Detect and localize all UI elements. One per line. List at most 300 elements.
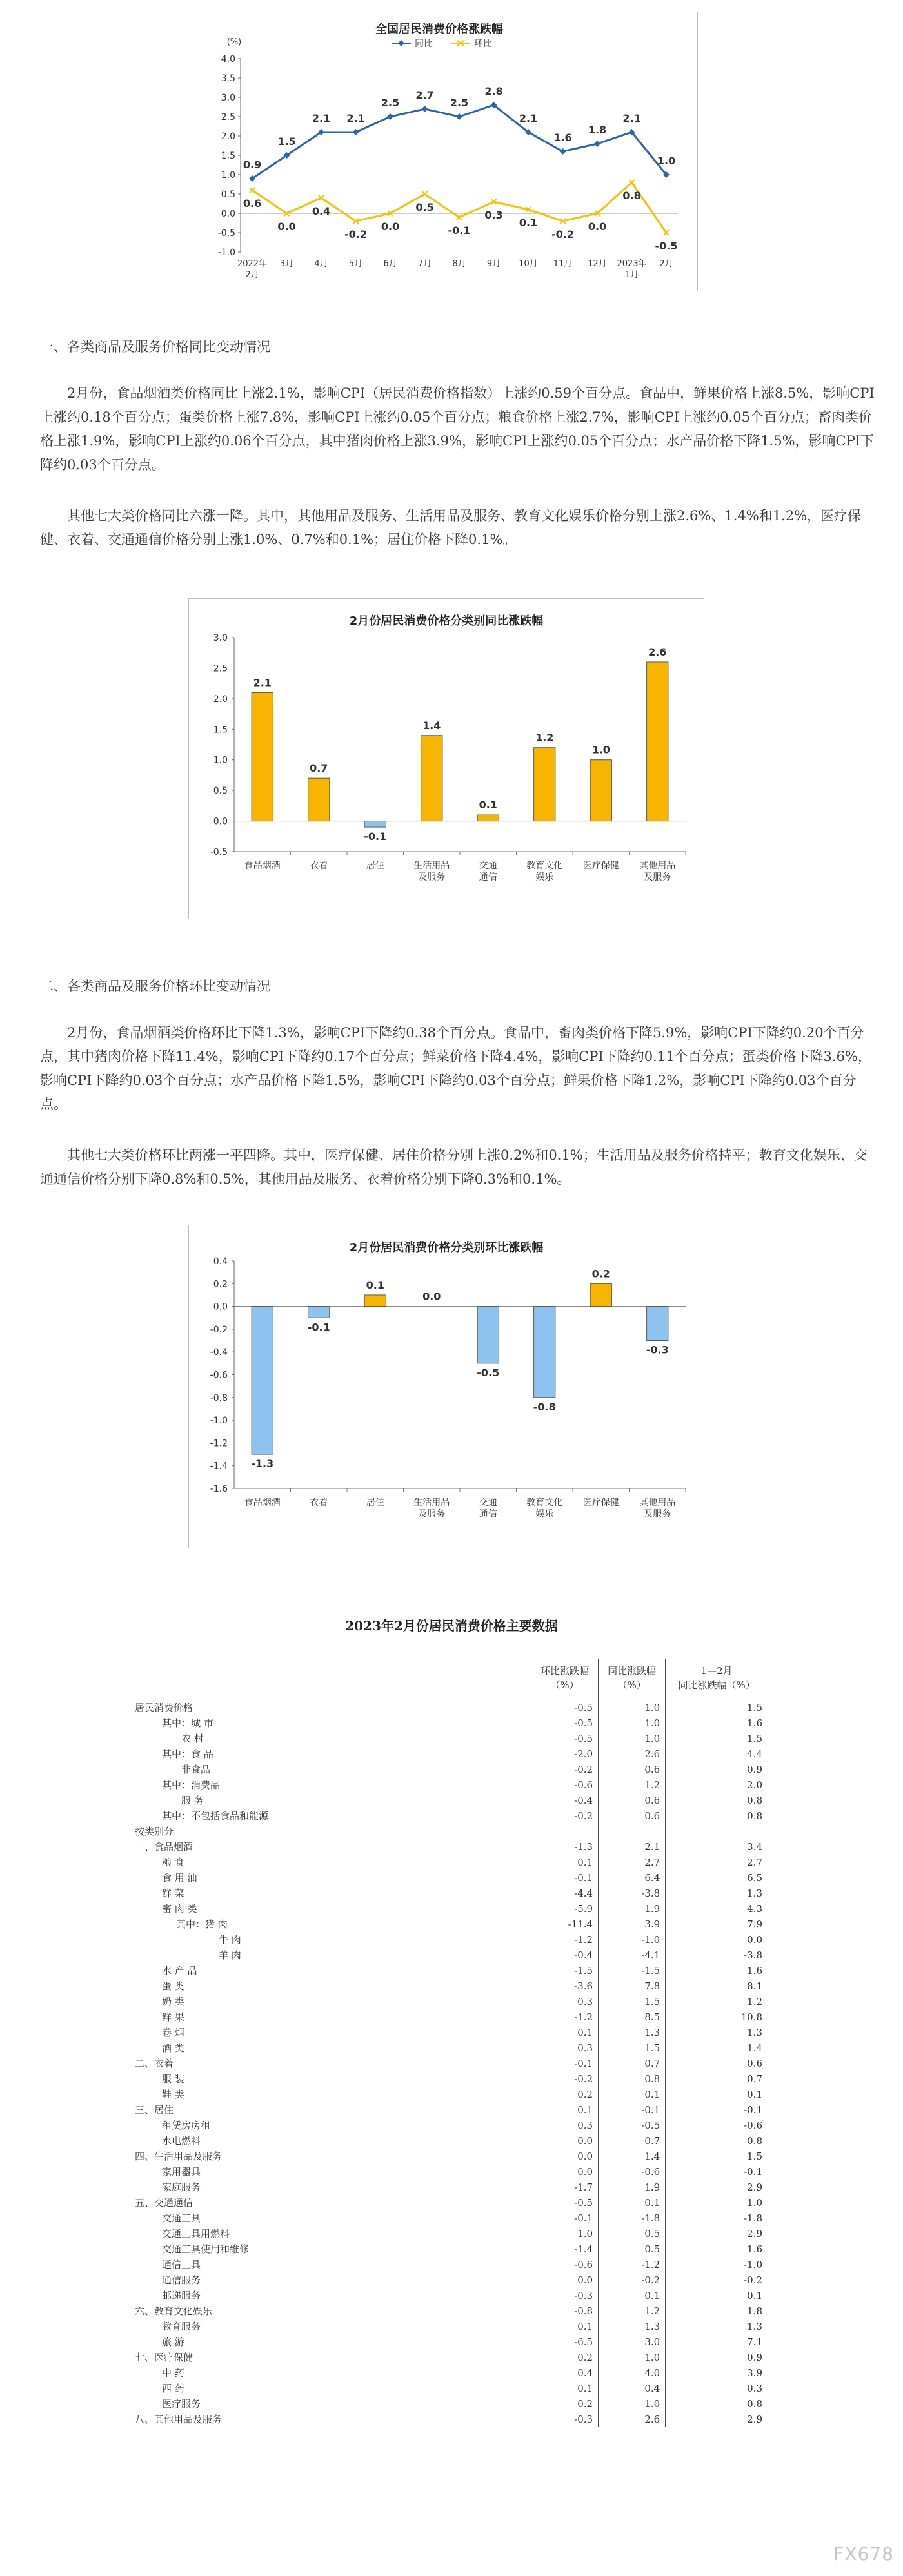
y-tick-label: 2.0 — [221, 132, 235, 142]
row-label: 旅 游 — [162, 2336, 184, 2348]
bar — [252, 1307, 273, 1454]
row-label: 邮递服务 — [162, 2290, 201, 2301]
cell-ytd: 1.3 — [666, 1886, 768, 1901]
row-label: 六、教育文化娱乐 — [135, 2305, 213, 2317]
x-tick-label: 5月 — [348, 259, 363, 269]
cell-mom: -3.6 — [531, 1978, 599, 1994]
x-tick-label: 8月 — [452, 259, 466, 269]
cell-yoy: -4.1 — [599, 1947, 666, 1963]
cell-ytd: 0.9 — [666, 2350, 768, 2365]
table-row — [132, 1697, 768, 1716]
bar — [421, 736, 442, 821]
bar — [364, 1295, 386, 1307]
data-label: -0.8 — [533, 1400, 556, 1413]
bar — [647, 662, 668, 821]
table-row — [132, 1731, 768, 1746]
x-tick-label: 9月 — [486, 259, 501, 269]
bar — [308, 1307, 330, 1318]
data-label: -0.5 — [655, 240, 678, 252]
x-tick-label: 医疗保健 — [582, 1498, 619, 1508]
table-title: 2023年2月份居民消费价格主要数据 — [345, 1618, 558, 1634]
table-row — [132, 1994, 768, 2009]
data-label: -0.3 — [646, 1343, 669, 1356]
row-label: 家庭服务 — [162, 2181, 201, 2193]
row-label: 四、生活用品及服务 — [135, 2151, 223, 2162]
table-row — [132, 1793, 768, 1808]
row-label: 畜 肉 类 — [162, 1903, 197, 1915]
y-tick-label: 1.5 — [221, 151, 235, 161]
category-yoy-svg — [189, 599, 704, 919]
table-row — [132, 2303, 768, 2319]
x-tick-label: 居住 — [366, 861, 384, 871]
cell-yoy: 1.5 — [599, 1994, 666, 2009]
cell-yoy: 0.4 — [599, 2381, 666, 2396]
cell-yoy: 0.6 — [599, 1808, 666, 1824]
bar — [590, 1283, 611, 1306]
cell-yoy: 1.2 — [599, 2303, 666, 2319]
y-tick-label: -0.5 — [217, 228, 235, 239]
y-tick-label: 2.5 — [213, 663, 228, 674]
section-heading-mom: 二、各类商品及服务价格环比变动情况 — [40, 979, 270, 994]
data-label: 0.1 — [366, 1278, 384, 1291]
cell-yoy: 1.5 — [599, 2040, 666, 2056]
cell-ytd: 3.9 — [666, 2365, 768, 2381]
cpi-trend-svg — [181, 12, 697, 291]
y-tick-label: -1.0 — [217, 248, 235, 258]
cell-ytd: 0.3 — [666, 2381, 768, 2396]
data-label: -0.2 — [344, 228, 367, 240]
y-tick-label: 0.5 — [213, 786, 228, 797]
cell-mom: -0.2 — [531, 1808, 599, 1824]
data-label: 1.2 — [535, 731, 554, 744]
cell-ytd: 2.9 — [666, 2412, 768, 2427]
category-mom-svg — [189, 1225, 704, 1548]
cell-mom: -0.1 — [531, 2056, 599, 2071]
table-row — [132, 1870, 768, 1886]
data-label: 1.5 — [277, 135, 296, 148]
cell-ytd: 1.8 — [666, 2303, 768, 2319]
cpi-trend-chart — [181, 12, 698, 291]
row-label: 三、居住 — [135, 2104, 174, 2116]
cell-ytd: 3.4 — [666, 1839, 768, 1855]
category-yoy-chart — [188, 598, 704, 919]
row-label: 羊 肉 — [219, 1949, 241, 1961]
row-label: 其中：猪 肉 — [176, 1918, 228, 1930]
y-tick-label: -0.4 — [210, 1347, 228, 1358]
x-tick-label: 食品烟酒 — [244, 861, 281, 871]
data-label: 2.1 — [346, 112, 365, 124]
table-row — [132, 2102, 768, 2118]
cell-yoy: 0.5 — [599, 2226, 666, 2241]
x-tick-label: 其他用品及服务 — [639, 1498, 676, 1519]
cell-yoy: 3.0 — [599, 2334, 666, 2350]
row-label: 按类别分 — [135, 1826, 174, 1837]
x-tick-label: 10月 — [519, 259, 538, 269]
data-label: 0.4 — [312, 205, 331, 217]
cell-ytd: 10.8 — [666, 2009, 768, 2025]
cell-yoy: -0.2 — [599, 2272, 666, 2288]
data-point — [422, 106, 428, 112]
x-tick-label: 衣着 — [310, 861, 328, 871]
table-row — [132, 1978, 768, 1994]
data-point — [387, 113, 393, 120]
data-label: 0.0 — [588, 220, 607, 233]
cell-mom: 0.1 — [531, 2102, 599, 2118]
cell-yoy: 0.1 — [599, 2087, 666, 2102]
cell-mom: -0.1 — [531, 1870, 599, 1886]
cell-mom: -11.4 — [531, 1917, 599, 1932]
cell-ytd: 8.1 — [666, 1978, 768, 1994]
cell-ytd: -0.2 — [666, 2272, 768, 2288]
data-point — [664, 230, 669, 235]
cell-mom: -0.8 — [531, 2303, 599, 2319]
cell-mom: -0.2 — [531, 1762, 599, 1777]
cell-mom: -0.1 — [531, 2210, 599, 2226]
cell-mom: 0.3 — [531, 2040, 599, 2056]
cell-mom: 0.2 — [531, 2396, 599, 2412]
row-label: 水 产 品 — [162, 1965, 197, 1976]
x-tick-label: 食品烟酒 — [244, 1498, 281, 1508]
cell-ytd: 1.4 — [666, 2040, 768, 2056]
x-tick-label: 交通通信 — [479, 1498, 497, 1519]
y-tick-label: -1.0 — [210, 1416, 228, 1427]
cell-yoy: 4.0 — [599, 2365, 666, 2381]
cell-yoy: 0.1 — [599, 2288, 666, 2303]
bar — [252, 692, 273, 821]
y-tick-label: -0.2 — [210, 1324, 228, 1335]
cell-yoy: 0.7 — [599, 2056, 666, 2071]
table-row — [132, 1762, 768, 1777]
cell-yoy: -1.8 — [599, 2210, 666, 2226]
x-tick-label: 11月 — [553, 259, 573, 269]
table-row — [132, 2365, 768, 2381]
table-row — [132, 2381, 768, 2396]
data-label: 0.1 — [519, 217, 538, 229]
cell-mom: -6.5 — [531, 2334, 599, 2350]
table-row — [132, 1746, 768, 1762]
cell-yoy: -1.0 — [599, 1932, 666, 1947]
data-label: 1.8 — [588, 124, 607, 136]
table-row — [132, 2350, 768, 2365]
cell-ytd: 7.9 — [666, 1917, 768, 1932]
table-row — [132, 2040, 768, 2056]
cell-mom: 0.0 — [531, 2164, 599, 2180]
row-label: 服 装 — [162, 2073, 184, 2085]
cell-mom: 0.0 — [531, 2133, 599, 2149]
cell-mom: -0.6 — [531, 2257, 599, 2272]
legend-marker — [398, 40, 404, 46]
row-label: 其中：城 市 — [162, 1717, 213, 1729]
row-label: 水电燃料 — [162, 2135, 201, 2147]
cell-yoy: -1.5 — [599, 1963, 666, 1978]
row-label: 食 用 油 — [162, 1872, 197, 1884]
cell-ytd: 2.0 — [666, 1777, 768, 1793]
cell-yoy: -0.6 — [599, 2164, 666, 2180]
data-label: 0.3 — [484, 209, 503, 221]
table-row — [132, 1715, 768, 1731]
y-tick-label: 0.0 — [213, 1302, 228, 1312]
row-label: 其中：食 品 — [162, 1748, 213, 1760]
cell-yoy: 1.0 — [599, 2350, 666, 2365]
bar — [590, 760, 611, 821]
table-row — [132, 1855, 768, 1870]
x-tick-label: 衣着 — [310, 1498, 328, 1508]
row-label: 农 村 — [181, 1733, 204, 1744]
x-tick-label: 4月 — [314, 259, 328, 269]
cell-ytd: 1.3 — [666, 2319, 768, 2334]
table-row — [132, 2118, 768, 2133]
cell-yoy: -1.2 — [599, 2257, 666, 2272]
cell-mom: -0.5 — [531, 1731, 599, 1746]
row-label: 西 药 — [162, 2383, 184, 2394]
x-tick-label: 医疗保健 — [582, 861, 619, 871]
table-row — [132, 2272, 768, 2288]
cell-ytd: 7.1 — [666, 2334, 768, 2350]
cell-ytd: -0.1 — [666, 2164, 768, 2180]
y-tick-label: 3.5 — [221, 73, 235, 84]
cell-ytd: 1.6 — [666, 2241, 768, 2257]
cell-ytd: -1.8 — [666, 2210, 768, 2226]
cell-mom: -0.5 — [531, 2195, 599, 2210]
bar — [477, 1307, 499, 1363]
row-label: 一、食品烟酒 — [135, 1841, 194, 1853]
cell-mom: 0.2 — [531, 2350, 599, 2365]
cell-mom: -0.6 — [531, 1777, 599, 1793]
cell-mom: 0.3 — [531, 2118, 599, 2133]
y-tick-label: 3.0 — [221, 93, 235, 103]
table-row — [132, 2195, 768, 2210]
row-label: 其中：消费品 — [162, 1779, 221, 1791]
table-row — [132, 2396, 768, 2412]
data-label: 0.5 — [415, 201, 434, 213]
cell-mom: 0.1 — [531, 2381, 599, 2396]
cell-yoy: 0.5 — [599, 2241, 666, 2257]
row-label: 中 药 — [162, 2367, 184, 2379]
data-label: 2.7 — [415, 89, 434, 101]
row-label: 交通工具 — [162, 2212, 201, 2224]
x-tick-label: 12月 — [588, 259, 607, 269]
cell-yoy: 1.0 — [599, 1731, 666, 1746]
cell-mom: -0.2 — [531, 2071, 599, 2087]
table-row — [132, 1932, 768, 1947]
cell-ytd: 1.5 — [666, 1731, 768, 1746]
cell-ytd: 6.5 — [666, 1870, 768, 1886]
row-label: 服 务 — [181, 1795, 204, 1806]
row-label: 通信工具 — [162, 2259, 201, 2270]
row-label: 非食品 — [181, 1764, 211, 1775]
x-tick-label: 生活用品及服务 — [413, 861, 450, 883]
y-tick-label: 0.0 — [221, 209, 235, 219]
x-tick-label: 3月 — [279, 259, 294, 269]
cell-mom: -1.3 — [531, 1839, 599, 1855]
cell-mom: -1.7 — [531, 2180, 599, 2195]
cell-mom: 0.1 — [531, 1855, 599, 1870]
chart-title: 全国居民消费价格涨跌幅 — [375, 23, 503, 36]
cell-yoy: 2.7 — [599, 1855, 666, 1870]
cell-mom — [531, 1824, 599, 1839]
paragraph-food-yoy: 2月份，食品烟酒类价格同比上涨2.1%，影响CPI（居民消费价格指数）上涨约0.59个百分点。食品中，鲜果价格上涨8.5%，影响CPI上涨约0.18个百分点；蛋类价格上涨7.8%，影响CPI上涨约0.05个百分点；粮食价格上涨2.7%，影响CPI上涨约0.05个百分点；畜肉类价格上涨1.9%，影响CPI上涨约0.06个百分点，其中猪肉价格上涨3.9%，影响CPI上涨约0.05个百分点；水产品价格下降1.5%，影响CPI下降约0.03个百分点。 — [40, 385, 875, 473]
cell-mom: 0.1 — [531, 2025, 599, 2040]
data-label: 2.5 — [450, 97, 469, 109]
y-axis-label: (%) — [226, 37, 242, 47]
cell-ytd: 1.5 — [666, 1697, 768, 1716]
table-row — [132, 1777, 768, 1793]
cell-mom: -2.0 — [531, 1746, 599, 1762]
cell-yoy: -0.5 — [599, 2118, 666, 2133]
bar — [647, 1307, 668, 1341]
cpi-main-data-table — [132, 1659, 768, 2427]
x-tick-label: 2月 — [659, 259, 673, 269]
cell-yoy: 0.7 — [599, 2133, 666, 2149]
y-tick-label: -0.5 — [210, 847, 228, 857]
cell-ytd: 0.7 — [666, 2071, 768, 2087]
data-label: 2.5 — [381, 97, 400, 109]
x-tick-label: 7月 — [417, 259, 432, 269]
cell-yoy: 1.0 — [599, 1715, 666, 1731]
data-label: 2.1 — [622, 112, 641, 124]
row-label: 交通工具使用和维修 — [162, 2243, 250, 2255]
cell-ytd — [666, 1824, 768, 1839]
row-label: 鲜 果 — [162, 2011, 184, 2023]
cell-mom: -0.4 — [531, 1947, 599, 1963]
header-yoy: 同比涨跌幅 （%） — [599, 1659, 666, 1697]
data-label: 2.6 — [648, 645, 667, 658]
row-label: 酒 类 — [162, 2042, 184, 2054]
data-point — [456, 113, 462, 120]
cell-yoy: 7.8 — [599, 1978, 666, 1994]
cell-mom: 0.4 — [531, 2365, 599, 2381]
cell-ytd: 2.9 — [666, 2226, 768, 2241]
row-label: 蛋 类 — [162, 1980, 184, 1992]
data-label: 0.7 — [310, 762, 328, 775]
cell-yoy: 1.2 — [599, 1777, 666, 1793]
cell-ytd: 0.8 — [666, 2396, 768, 2412]
y-tick-label: -0.6 — [210, 1370, 228, 1381]
x-tick-label: 6月 — [383, 259, 397, 269]
y-tick-label: 1.5 — [213, 725, 228, 736]
cell-ytd: 1.6 — [666, 1963, 768, 1978]
data-label: 0.2 — [591, 1267, 610, 1280]
cell-yoy — [599, 1824, 666, 1839]
table-row — [132, 2288, 768, 2303]
table-row — [132, 2226, 768, 2241]
y-tick-label: -0.8 — [210, 1392, 228, 1403]
cell-ytd: -0.1 — [666, 2102, 768, 2118]
cell-mom: -4.4 — [531, 1886, 599, 1901]
cell-mom: -1.2 — [531, 2009, 599, 2025]
header-ytd: 1—2月 同比涨跌幅（%） — [666, 1659, 768, 1697]
cell-mom: -0.5 — [531, 1697, 599, 1716]
y-tick-label: 2.5 — [221, 112, 235, 122]
table-row — [132, 1963, 768, 1978]
x-tick-label: 其他用品及服务 — [639, 861, 676, 883]
cell-ytd: 1.3 — [666, 2025, 768, 2040]
row-label: 教育服务 — [162, 2321, 201, 2332]
table-row — [132, 2241, 768, 2257]
row-label: 粮 食 — [162, 1857, 184, 1868]
cell-yoy: 2.1 — [599, 1839, 666, 1855]
data-label: 0.1 — [479, 799, 497, 812]
x-tick-label: 2023年 1月 — [617, 259, 647, 280]
row-label: 七、医疗保健 — [135, 2352, 194, 2363]
x-tick-label: 居住 — [366, 1498, 384, 1508]
x-tick-label: 2022年 2月 — [237, 259, 268, 280]
cell-yoy: 1.9 — [599, 2180, 666, 2195]
row-label: 鞋 类 — [162, 2089, 184, 2100]
table-row — [132, 2087, 768, 2102]
row-label: 通信服务 — [162, 2274, 201, 2286]
cell-yoy: 1.3 — [599, 2025, 666, 2040]
data-label: 0.0 — [277, 220, 296, 233]
table-row — [132, 1947, 768, 1963]
cell-mom: -5.9 — [531, 1901, 599, 1917]
table-row — [132, 1901, 768, 1917]
y-tick-label: -1.6 — [210, 1484, 228, 1494]
cell-ytd: 1.5 — [666, 2149, 768, 2164]
cell-mom: -1.2 — [531, 1932, 599, 1947]
chart-title: 2月份居民消费价格分类别环比涨跌幅 — [349, 1241, 544, 1254]
table-row — [132, 2071, 768, 2087]
data-label: 0.0 — [381, 220, 400, 233]
data-label: 0.8 — [622, 190, 641, 202]
data-point — [353, 129, 359, 135]
watermark-logo: FX678 — [833, 2543, 894, 2564]
table-row — [132, 1917, 768, 1932]
table-row — [132, 2149, 768, 2164]
paragraph-food-mom: 2月份，食品烟酒类价格环比下降1.3%，影响CPI下降约0.38个百分点。食品中，畜肉类价格下降5.9%，影响CPI下降约0.20个百分点，其中猪肉价格下降11.4%，影响CPI下降约0.17个百分点；鲜菜价格下降4.4%，影响CPI下降约0.11个百分点；蛋类价格下降3.6%，影响CPI下降约0.03个百分点；水产品价格下降1.5%，影响CPI下降约0.03个百分点；鲜果价格下降1.2%，影响CPI下降约0.03个百分点。 — [40, 1025, 871, 1112]
cell-mom: 0.0 — [531, 2149, 599, 2164]
table-row — [132, 2334, 768, 2350]
y-tick-label: 0.4 — [213, 1256, 228, 1267]
table-row — [132, 2319, 768, 2334]
data-label: 2.1 — [253, 676, 272, 689]
data-label: -0.1 — [448, 224, 471, 237]
data-point — [250, 188, 255, 193]
cell-mom: -0.4 — [531, 1793, 599, 1808]
cell-ytd: 0.8 — [666, 1793, 768, 1808]
cell-ytd: -3.8 — [666, 1947, 768, 1963]
cell-mom: -0.3 — [531, 2288, 599, 2303]
data-label: -1.3 — [251, 1458, 274, 1470]
cell-yoy: 6.4 — [599, 1870, 666, 1886]
x-tick-label: 生活用品及服务 — [413, 1498, 450, 1519]
data-label: 2.8 — [484, 85, 503, 97]
y-tick-label: -1.2 — [210, 1438, 228, 1449]
legend-label: 同比 — [415, 39, 433, 49]
table-row — [132, 1839, 768, 1855]
cell-ytd: 1.0 — [666, 2195, 768, 2210]
legend-label: 环比 — [474, 39, 492, 49]
data-label: -0.1 — [364, 830, 387, 843]
data-point — [630, 180, 635, 185]
data-label: -0.1 — [307, 1321, 330, 1334]
data-label: 1.6 — [553, 132, 572, 144]
cell-yoy: -0.1 — [599, 2102, 666, 2118]
cell-mom: -1.5 — [531, 1963, 599, 1978]
cell-yoy: 0.1 — [599, 2195, 666, 2210]
y-tick-label: 2.0 — [213, 694, 228, 705]
table-row — [132, 2210, 768, 2226]
data-label: 1.4 — [422, 719, 441, 732]
data-label: 0.6 — [243, 197, 262, 210]
row-label: 奶 类 — [162, 1996, 184, 2007]
cell-ytd: 4.3 — [666, 1901, 768, 1917]
cell-yoy: 0.6 — [599, 1793, 666, 1808]
table-row — [132, 2412, 768, 2427]
table-row — [132, 2180, 768, 2195]
cell-mom: 0.1 — [531, 2319, 599, 2334]
y-tick-label: -1.4 — [210, 1461, 228, 1472]
